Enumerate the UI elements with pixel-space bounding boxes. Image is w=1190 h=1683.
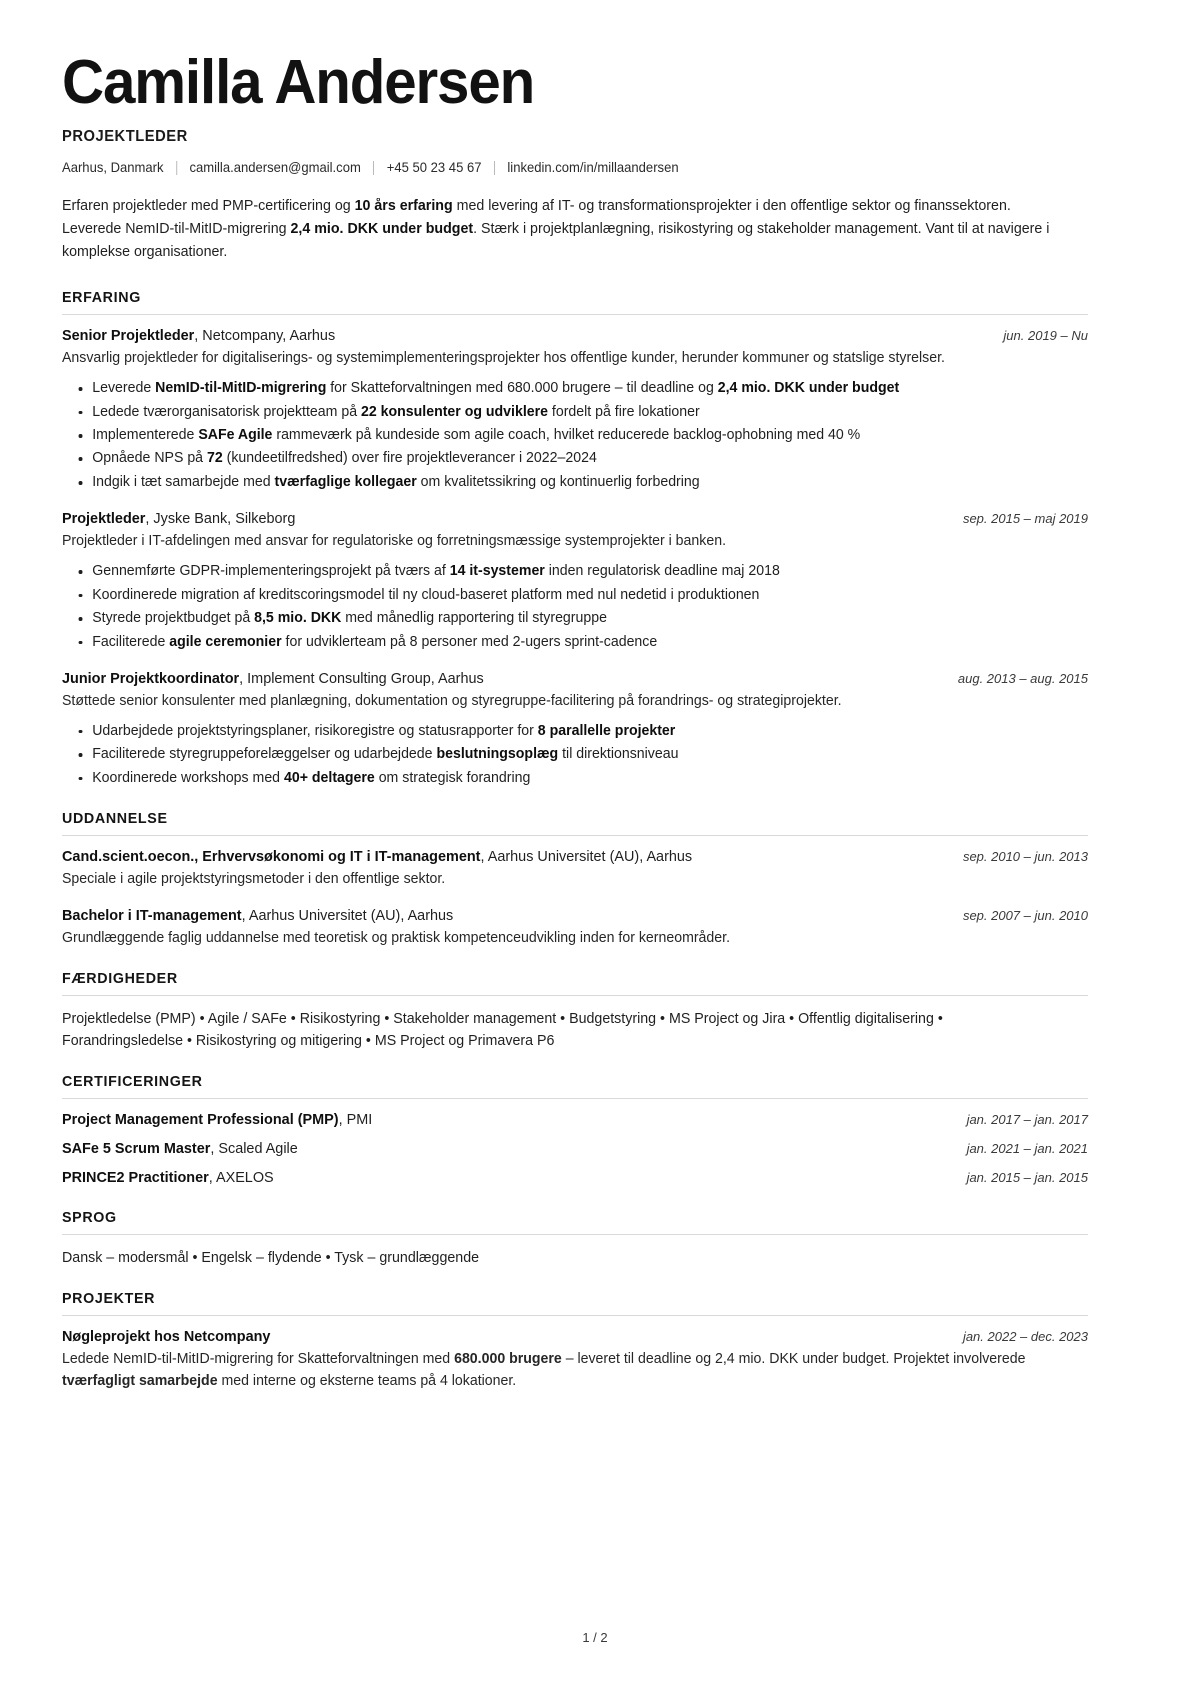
- contact-location: Aarhus, Danmark: [62, 160, 164, 175]
- section-certifications: [62, 1073, 1088, 1189]
- text-run: Gennemførte GDPR-implementeringsprojekt på tværs af: [92, 563, 450, 580]
- list-item: [62, 631, 1062, 654]
- section-divider: [62, 1315, 1088, 1316]
- project-entries: [62, 1328, 1088, 1392]
- text-run: Koordinerede workshops med: [92, 769, 284, 786]
- experience-entries: [62, 327, 1088, 790]
- list-item: [62, 447, 1062, 470]
- entry-bullet-list: [62, 377, 1088, 494]
- entry-date: jan. 2022 – dec. 2023: [962, 1328, 1088, 1344]
- spacer: [62, 1274, 1088, 1290]
- section-experience: [62, 289, 1088, 790]
- text-run: Leverede: [92, 380, 156, 397]
- text-run: tværfaglige kollegaer: [274, 473, 417, 490]
- spacer: [62, 800, 1088, 810]
- section-divider: [62, 995, 1088, 996]
- entry-header: [62, 327, 1088, 347]
- text-run: SAFe Agile: [198, 426, 273, 443]
- contact-divider: [494, 161, 495, 175]
- entry-title-secondary: , Implement Consulting Group, Aarhus: [239, 671, 484, 688]
- page-title: Camilla Andersen: [62, 48, 535, 117]
- text-run: Koordinerede migration af kreditscoringsmodel til ny cloud-baseret platform med nul nedetid i produktionen: [92, 586, 760, 603]
- section-divider: [62, 1234, 1088, 1235]
- page-footer: [0, 1630, 1190, 1645]
- entry-description: Ansvarlig projektleder for digitaliserings- og systemimplementeringsprojekter hos offentlige kunder, herunder kommuner og statslige styrelser.: [62, 350, 945, 367]
- text-run: (kundeetilfredshed) over fire projektleverancer i 2022–2024: [222, 450, 597, 467]
- entry-title-primary: Projektleder: [62, 511, 146, 528]
- text-run: for udviklerteam på 8 personer med 2-ugers sprint-cadence: [281, 633, 658, 650]
- entry-date: sep. 2007 – jun. 2010: [962, 907, 1088, 923]
- entry-date: jan. 2021 – jan. 2021: [966, 1141, 1088, 1157]
- spacer: [62, 1057, 1088, 1073]
- entry-header: [62, 1140, 1088, 1160]
- text-run: fordelt på fire lokationer: [547, 403, 700, 420]
- entry-date: jun. 2019 – Nu: [1003, 328, 1088, 344]
- text-run: Udarbejdede projektstyringsplaner, risikoregistre og statusrapporter for: [92, 722, 538, 739]
- list-item: [62, 607, 1062, 630]
- section-heading-languages: SPROG: [62, 1209, 117, 1227]
- contact-phone[interactable]: +45 50 23 45 67: [386, 160, 482, 175]
- entry-title: [62, 510, 295, 530]
- entry-header: [62, 670, 1088, 690]
- section-heading-education: UDDANNELSE: [62, 810, 168, 828]
- entry-title-primary: Junior Projektkoordinator: [62, 671, 240, 688]
- contact-email[interactable]: camilla.andersen@gmail.com: [189, 160, 361, 175]
- entry-title-primary: Bachelor i IT-management: [62, 907, 242, 924]
- languages-list: Dansk – modersmål • Engelsk – flydende • Tysk – grundlæggende: [62, 1250, 480, 1267]
- entry-date: aug. 2013 – aug. 2015: [957, 671, 1088, 687]
- list-item: [62, 584, 1062, 607]
- text-run: 40+ deltagere: [283, 769, 375, 786]
- section-divider: [62, 835, 1088, 836]
- text-run: med månedlig rapportering til styregruppe: [341, 610, 607, 627]
- entry-title-primary: SAFe 5 Scrum Master: [62, 1141, 211, 1158]
- section-heading-skills: FÆRDIGHEDER: [62, 969, 178, 987]
- entry-header: [62, 848, 1088, 868]
- text-run: – leveret til deadline og 2,4 mio. DKK under budget. Projektet involverede: [561, 1350, 1026, 1367]
- entry-description: Projektleder i IT-afdelingen med ansvar for regulatoriske og forretningsmæssige systemprojekter i banken.: [62, 533, 727, 550]
- text-run: agile ceremonier: [169, 633, 282, 650]
- text-run: rammeværk på kundeside som agile coach, hvilket reducerede backlog-ophobning med 40 %: [272, 426, 861, 443]
- page-indicator: 1 / 2: [582, 1630, 608, 1645]
- list-item: [62, 560, 1062, 583]
- resume-entry: [62, 510, 1088, 654]
- contact-linkedin[interactable]: linkedin.com/in/millaandersen: [507, 160, 679, 175]
- text-run: . Stærk i projektplanlægning, risikostyring og stakeholder management. Vant til at navigere i komplekse organisationer.: [62, 220, 1050, 260]
- entry-title-primary: Nøgleprojekt hos Netcompany: [62, 1328, 271, 1345]
- resume-content: [62, 48, 1088, 1392]
- resume-entry: [62, 907, 1088, 950]
- entry-description: Grundlæggende faglig uddannelse med teoretisk og praktisk kompetenceudvikling inden for kerneområder.: [62, 929, 731, 946]
- text-run: 10 års erfaring: [354, 198, 453, 214]
- section-skills: [62, 970, 1088, 1054]
- entry-title-primary: Cand.scient.oecon., Erhvervsøkonomi og IT i IT-management: [62, 849, 481, 866]
- list-item: [62, 401, 1062, 424]
- text-run: Faciliterede: [92, 633, 170, 650]
- list-item: [62, 767, 1062, 790]
- entry-title-primary: PRINCE2 Practitioner: [62, 1170, 209, 1187]
- text-run: for Skatteforvaltningen med 680.000 brugere – til deadline og: [326, 380, 718, 397]
- entry-description: Støttede senior konsulenter med planlægning, dokumentation og styregruppe-facilitering på forandrings- og strategiprojekter.: [62, 693, 842, 710]
- section-heading-experience: ERFARING: [62, 289, 141, 307]
- text-run: inden regulatorisk deadline maj 2018: [544, 563, 780, 580]
- contact-divider: [373, 161, 374, 175]
- entry-title: [62, 1169, 274, 1189]
- section-languages: [62, 1209, 1088, 1270]
- text-run: om kvalitetssikring og kontinuerlig forbedring: [416, 473, 700, 490]
- entry-title-primary: Senior Projektleder: [62, 328, 195, 345]
- entry-title: [62, 1111, 372, 1131]
- text-run: Implementerede: [92, 426, 199, 443]
- text-run: med levering af IT- og transformationsprojekter i den offentlige sektor og finanssektoren. Leverede NemID-til-MitID-migrering: [62, 198, 1011, 237]
- entry-title-secondary: , Aarhus Universitet (AU), Aarhus: [480, 849, 693, 866]
- spacer: [62, 1199, 1088, 1209]
- resume-entry: [62, 327, 1088, 494]
- education-entries: [62, 848, 1088, 949]
- job-role-subtitle: PROJEKTLEDER: [62, 128, 188, 145]
- entry-title-secondary: , Scaled Agile: [210, 1141, 298, 1158]
- entry-date: jan. 2015 – jan. 2015: [966, 1170, 1088, 1186]
- entry-title-secondary: , Netcompany, Aarhus: [194, 328, 336, 345]
- entry-title: [62, 1328, 270, 1348]
- text-run: 8,5 mio. DKK: [254, 610, 342, 627]
- resume-entry: [62, 1169, 1088, 1189]
- text-run: til direktionsniveau: [558, 746, 679, 763]
- entry-title-secondary: , Aarhus Universitet (AU), Aarhus: [241, 907, 454, 924]
- text-run: Styrede projektbudget på: [92, 610, 255, 627]
- list-item: [62, 471, 1062, 494]
- entry-title-secondary: , PMI: [338, 1112, 373, 1129]
- entry-title: [62, 907, 453, 927]
- section-education: [62, 810, 1088, 949]
- text-run: beslutningsoplæg: [436, 746, 559, 763]
- entry-header: [62, 1111, 1088, 1131]
- text-run: Faciliterede styregruppeforelæggelser og udarbejdede: [92, 746, 437, 763]
- entry-title-secondary: , Jyske Bank, Silkeborg: [145, 511, 296, 528]
- section-heading-projects: PROJEKTER: [62, 1289, 156, 1307]
- text-run: 14 it-systemer: [449, 563, 545, 580]
- section-projects: [62, 1290, 1088, 1392]
- text-run: 2,4 mio. DKK under budget: [290, 220, 474, 237]
- contact-line: [62, 160, 1047, 175]
- entry-title-primary: Project Management Professional (PMP): [62, 1112, 339, 1129]
- contact-divider: [176, 161, 177, 175]
- list-item: [62, 424, 1062, 447]
- text-run: Indgik i tæt samarbejde med: [92, 473, 275, 490]
- entry-bullet-list: [62, 560, 1088, 654]
- entry-bullet-list: [62, 720, 1088, 790]
- entry-description: [62, 1349, 1062, 1393]
- entry-date: sep. 2010 – jun. 2013: [962, 849, 1088, 865]
- text-run: 72: [206, 450, 223, 467]
- entry-date: jan. 2017 – jan. 2017: [966, 1112, 1088, 1128]
- text-run: NemID-til-MitID-migrering: [155, 380, 327, 397]
- list-item: [62, 743, 1062, 766]
- resume-entry: [62, 1111, 1088, 1131]
- entry-title-secondary: , AXELOS: [208, 1170, 274, 1187]
- entry-title: [62, 848, 692, 868]
- entry-header: [62, 510, 1088, 530]
- resume-entry: [62, 1328, 1088, 1392]
- resume-entry: [62, 848, 1088, 891]
- skills-list: Projektledelse (PMP) • Agile / SAFe • Risikostyring • Stakeholder management • Budgetstyring • MS Project og Jira • Offentlig digitalisering • Forandringsledelse • Risikostyring og mitigering • MS Project og Primavera P6: [62, 1010, 943, 1050]
- text-run: Erfaren projektleder med PMP-certificering og: [62, 198, 355, 214]
- entry-header: [62, 907, 1088, 927]
- resume-entry: [62, 670, 1088, 790]
- text-run: om strategisk forandring: [374, 769, 531, 786]
- entry-title: [62, 1140, 298, 1160]
- text-run: 2,4 mio. DKK under budget: [717, 380, 900, 397]
- entry-header: [62, 1169, 1088, 1189]
- entry-description: Speciale i agile projektstyringsmetoder i den offentlige sektor.: [62, 871, 446, 888]
- text-run: Ledede NemID-til-MitID-migrering for Skatteforvaltningen med: [62, 1350, 455, 1367]
- section-heading-certifications: CERTIFICERINGER: [62, 1073, 203, 1091]
- entry-title: [62, 327, 335, 347]
- spacer: [62, 960, 1088, 970]
- list-item: [62, 720, 1062, 743]
- text-run: 8 parallelle projekter: [537, 722, 676, 739]
- entry-header: [62, 1328, 1088, 1348]
- entry-title: [62, 670, 484, 690]
- text-run: Opnåede NPS på: [92, 450, 207, 467]
- certification-entries: [62, 1111, 1088, 1189]
- list-item: [62, 377, 1062, 400]
- resume-entry: [62, 1140, 1088, 1160]
- section-divider: [62, 314, 1088, 315]
- text-run: 22 konsulenter og udviklere: [360, 403, 548, 420]
- text-run: Ledede tværorganisatorisk projektteam på: [92, 403, 361, 420]
- text-run: med interne og eksterne teams på 4 lokationer.: [217, 1372, 517, 1389]
- text-run: tværfagligt samarbejde: [62, 1372, 218, 1389]
- section-divider: [62, 1098, 1088, 1099]
- text-run: 680.000 brugere: [454, 1350, 562, 1367]
- profile-summary: [62, 195, 1062, 263]
- entry-date: sep. 2015 – maj 2019: [962, 511, 1088, 527]
